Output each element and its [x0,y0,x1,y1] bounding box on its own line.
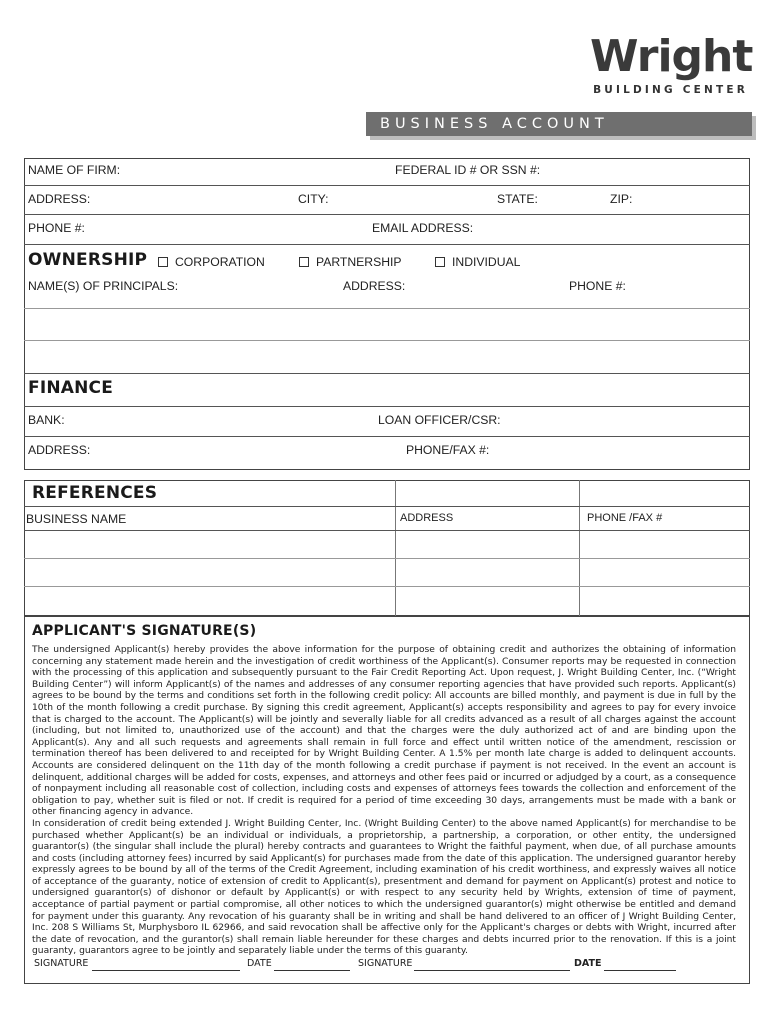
corporation-checkbox[interactable] [158,257,168,267]
date-field-2[interactable] [604,970,676,971]
principals-label: NAME(S) OF PRINCIPALS: [28,279,179,293]
principal-address-label: ADDRESS: [343,279,406,293]
individual-option[interactable] [435,255,520,269]
loan-officer-label: LOAN OFFICER/CSR: [378,413,501,427]
row-divider [24,373,750,374]
firm-phone-label: PHONE #: [28,221,85,235]
individual-checkbox[interactable] [435,257,445,267]
firm-address-label: ADDRESS: [28,192,91,206]
signature-field-1[interactable] [92,970,240,971]
signature-heading: APPLICANT'S SIGNATURE(S) [32,623,257,639]
email-label: EMAIL ADDRESS: [372,221,474,235]
date-label-2: DATE [574,958,602,969]
city-label: CITY: [298,192,329,206]
row-divider [24,406,750,407]
row-divider [24,506,750,507]
col-divider [579,480,580,616]
individual-label: INDIVIDUAL [452,255,521,269]
ownership-heading: OWNERSHIP [28,250,148,270]
bank-label: BANK: [28,413,65,427]
row-divider [24,558,750,559]
signature-label-2: SIGNATURE [358,958,413,969]
terms-paragraph: The undersigned Applicant(s) hereby provides the above information for the purpose of obtaining credit and authorizes the obtaining of information concerning any statement made herein and the investigation of credit worthiness of the Applicant(s). Consumer reports may be requested in connection with the processing of this application and subsequently pursuant to the Fair Credit Reporting Act. Upon request, J. Wright Building Center, Inc. (“Wright Building Center”) will inform Applicant(s) of the names and addresses of any consumer reporting agencies that have provided such reports. Applicant(s) agrees to be bound by the terms and conditions set forth in the following credit policy: All accounts are billed monthly, and payment is due in full by the 10th of the month following a credit purchase. By signing this credit agreement, Applicant(s) accepts responsibility and agrees to pay for every invoice that is charged to the account. The Applicant(s) will be jointly and severally liable for all credits advanced as a result of all charges against the account (including, but not limited to, unauthorized use of the account) and that the charges were the duly authorized act of and are binding upon the Applicant(s). Any and all such requests and agreements shall remain in full force and effect until written notice of the amendment, rescission or termination thereof has been delivered to and receipted for by Wright Building Center. A 1.5% per month late charge is added to delinquent accounts. Accounts are considered delinquent on the 11th day of the month following a credit purchase if payment is not received. In the event an account is delinquent, additional charges will be added for costs, expenses, and attorneys and other fees paid or incurred or adjudged by a court, as a consequence of nonpayment including all reasonable cost of collection, including costs and expenses of attorneys fees towards the collection and enforcement of the obligation to pay, whether suit is filed or not. If credit is required for a period of time exceeding 30 days, arrangements must be made with a bank or other financing agency in advance. [32,645,736,818]
row-divider [24,214,750,215]
partnership-label: PARTNERSHIP [316,255,402,269]
date-field-1[interactable] [274,970,350,971]
row-divider [24,244,750,245]
row-divider [24,586,750,587]
terms-text [32,645,736,958]
company-logo [590,31,753,102]
phone-fax-label: PHONE/FAX #: [406,443,490,457]
guaranty-paragraph: In consideration of credit being extended J. Wright Building Center, Inc. (Wright Building Center) to the above named Applicant(s) for merchandise to be purchased whether Applicant(s) be an individual or individuals, a proprietorship, a partnership, a corporation, or other entity, the undersigned guarantor(s) (the singular shall include the plural) hereby contracts and guarantees to Wright the faithful payment, when due, of all purchase amounts and costs (including attorney fees) incurred by said Applicant(s) for purchases made from the date of this application. The undersigned guarantor hereby expressly agrees to be bound by all of the terms of the Credit Agreement, including examination of his credit worthiness, and expressly waives all notice of acceptance of the guaranty, notice of extension of credit to Applicant(s), presentment and demand for payment on Applicant(s) protest and notice to undersigned guarantor(s) of dishonor or default by Applicant(s) or with respect to any security held by Wrights, extension of time of payment, acceptance of partial payment or partial compromise, all other notices to which the undersigned guarantor(s) might otherwise be entitled and demand for payment under this guaranty. Any revocation of his guaranty shall be in writing and shall be hand delivered to an officer of J Wright Building Center, Inc. 208 S Williams St, Murphysboro IL 62966, and said revocation shall be affective only for the Applicant's charges or debts with Wright, incurred after the date of revocation, and the gurantor(s) shall remain liable hereunder for these charges and debts incurred prior to the renovation. If this is a joint guaranty, guarantors agree to be jointly and separately liable under the terms of this guaranty. [32,818,736,957]
row-divider [24,340,750,341]
ref-address-label: ADDRESS [400,512,454,524]
partnership-checkbox[interactable] [299,257,309,267]
partnership-option[interactable] [299,255,402,269]
page-title: BUSINESS ACCOUNT APPLICATION [366,112,752,136]
logo-wordmark: Wright [590,31,753,82]
federal-id-label: FEDERAL ID # OR SSN #: [395,163,541,177]
zip-label: ZIP: [610,192,633,206]
ref-phone-label: PHONE /FAX # [587,512,663,524]
date-label-1: DATE [247,958,272,969]
name-of-firm-label: NAME OF FIRM: [28,163,121,177]
logo-subtitle: BUILDING CENTER [593,84,748,96]
signature-field-2[interactable] [414,970,570,971]
state-label: STATE: [497,192,538,206]
corporation-label: CORPORATION [175,255,265,269]
references-heading: REFERENCES [32,483,158,503]
finance-address-label: ADDRESS: [28,443,91,457]
ref-business-name-label: BUSINESS NAME [26,512,127,526]
finance-heading: FINANCE [28,378,114,398]
row-divider [24,185,750,186]
row-divider [24,308,750,309]
signature-label-1: SIGNATURE [34,958,89,969]
row-divider [24,436,750,437]
row-divider [24,530,750,531]
principal-phone-label: PHONE #: [569,279,626,293]
corporation-option[interactable] [158,255,265,269]
col-divider [395,480,396,616]
